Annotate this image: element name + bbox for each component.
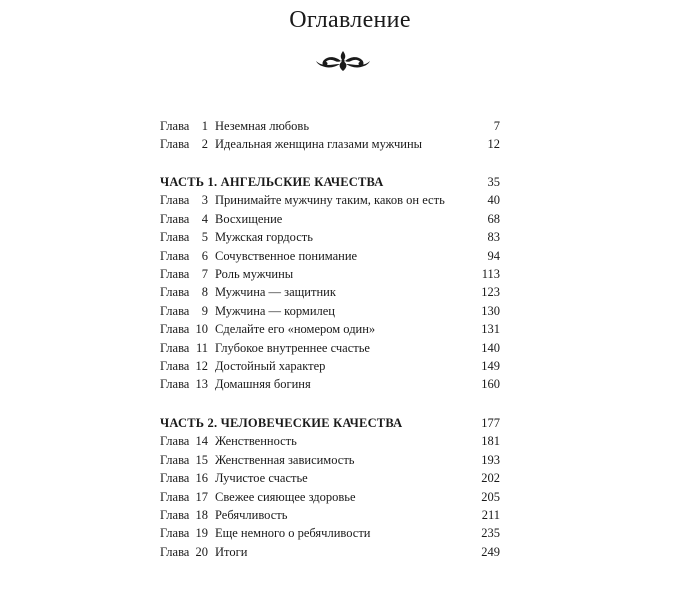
chapter-number: 17 [195,489,208,504]
toc-entry[interactable] [160,283,500,301]
page-number: 205 [481,489,500,504]
chapter-title: Идеальная женщина глазами мужчины [215,137,423,152]
chapter-number: 18 [195,507,208,522]
chapter-title: Женственная зависимость [215,452,355,467]
chapter-number: 13 [195,377,208,392]
page-number: 123 [481,285,500,300]
chapter-number: 4 [201,211,208,226]
chapter-title: Роль мужчины [215,266,294,281]
chapter-title: Принимайте мужчину таким, каков он есть [215,193,445,208]
chapter-word: Глава [160,471,190,486]
page-number: 211 [481,507,500,522]
chapter-word: Глава [160,211,190,226]
toc-entry[interactable] [160,432,500,450]
part-heading[interactable] [160,414,500,432]
chapter-number: 11 [195,340,208,355]
page-number: 235 [481,526,500,541]
page-number: 202 [481,471,500,486]
page-title: Оглавление [289,7,411,33]
page-number: 113 [481,266,500,281]
chapter-number: 10 [195,322,208,337]
chapter-title: Итоги [215,544,248,559]
chapter-word: Глава [160,248,190,263]
toc-entry[interactable] [160,524,500,542]
chapter-number: 2 [201,137,208,152]
chapter-word: Глава [160,322,190,337]
chapter-title: Неземная любовь [215,119,310,133]
page-number: 193 [481,452,500,467]
page-number: 249 [481,544,500,559]
chapter-title: Ребячливость [215,507,288,522]
toc-entry[interactable] [160,117,500,135]
chapter-title: Еще немного о ребячливости [215,526,371,541]
chapter-title: Свежее сияющее здоровье [215,489,356,504]
chapter-word: Глава [160,303,190,318]
page-number: 68 [487,211,500,226]
chapter-number: 12 [195,358,208,373]
page-number: 130 [481,303,500,318]
chapter-title: Мужская гордость [215,230,313,245]
fleuron-ornament-icon [313,48,373,74]
toc-part-1 [160,173,500,394]
chapter-word: Глава [160,452,190,467]
toc-entry[interactable] [160,302,500,320]
chapter-number: 15 [195,452,208,467]
chapter-word: Глава [160,285,190,300]
chapter-title: Сочувственное понимание [215,248,358,263]
chapter-word: Глава [160,119,190,133]
chapter-number: 3 [201,193,208,208]
chapter-title: Восхищение [215,211,283,226]
chapter-word: Глава [160,358,190,373]
part-title: ЧАСТЬ 2. ЧЕЛОВЕЧЕСКИЕ КАЧЕСТВА [160,416,403,430]
page-number: 94 [487,248,500,263]
chapter-word: Глава [160,230,190,245]
page-number: 140 [481,340,500,355]
toc-entry[interactable] [160,265,500,283]
part-title: ЧАСТЬ 1. АНГЕЛЬСКИЕ КАЧЕСТВА [160,175,384,189]
toc-entry[interactable] [160,210,500,228]
chapter-title: Лучистое счастье [215,471,308,486]
toc-entry[interactable] [160,339,500,357]
chapter-word: Глава [160,266,190,281]
toc-entry[interactable] [160,135,500,153]
page-number: 149 [481,358,500,373]
chapter-title: Мужчина — защитник [215,285,336,300]
chapter-title: Мужчина — кормилец [215,303,336,318]
chapter-number: 8 [201,285,208,300]
chapter-number: 20 [195,544,208,559]
page-number: 35 [487,175,500,189]
chapter-number: 16 [195,471,208,486]
chapter-word: Глава [160,434,190,449]
chapter-word: Глава [160,137,190,152]
page-number: 7 [493,119,500,133]
chapter-word: Глава [160,507,190,522]
chapter-number: 5 [201,230,208,245]
toc-entry[interactable] [160,506,500,524]
page-number: 181 [481,434,500,449]
chapter-word: Глава [160,526,190,541]
chapter-title: Достойный характер [215,358,326,373]
chapter-title: Глубокое внутреннее счастье [215,340,370,355]
chapter-word: Глава [160,544,190,559]
toc-entry[interactable] [160,191,500,209]
chapter-number: 14 [195,434,208,449]
page-number: 131 [481,322,500,337]
toc-entry[interactable] [160,469,500,487]
toc-entry[interactable] [160,357,500,375]
chapter-word: Глава [160,340,190,355]
page-number: 160 [481,377,500,392]
toc-entry[interactable] [160,228,500,246]
chapter-number: 1 [201,119,208,133]
chapter-title: Домашняя богиня [215,377,311,392]
toc-entry[interactable] [160,488,500,506]
toc-entry[interactable] [160,451,500,469]
toc-part-2 [160,414,500,561]
toc-entry[interactable] [160,543,500,561]
toc-entry[interactable] [160,320,500,338]
chapter-number: 6 [201,248,208,263]
chapter-number: 9 [201,303,208,318]
page-number: 83 [487,230,500,245]
chapter-word: Глава [160,193,190,208]
chapter-word: Глава [160,377,190,392]
chapter-word: Глава [160,489,190,504]
part-heading[interactable] [160,173,500,191]
toc-intro [160,117,500,154]
page-number: 40 [487,193,500,208]
toc-entry[interactable] [160,247,500,265]
page-number: 177 [481,416,500,430]
chapter-title: Женственность [215,434,297,449]
chapter-number: 7 [201,266,208,281]
page-number: 12 [487,137,500,152]
chapter-number: 19 [195,526,208,541]
chapter-title: Сделайте его «номером один» [215,322,376,337]
toc-entry[interactable] [160,375,500,393]
